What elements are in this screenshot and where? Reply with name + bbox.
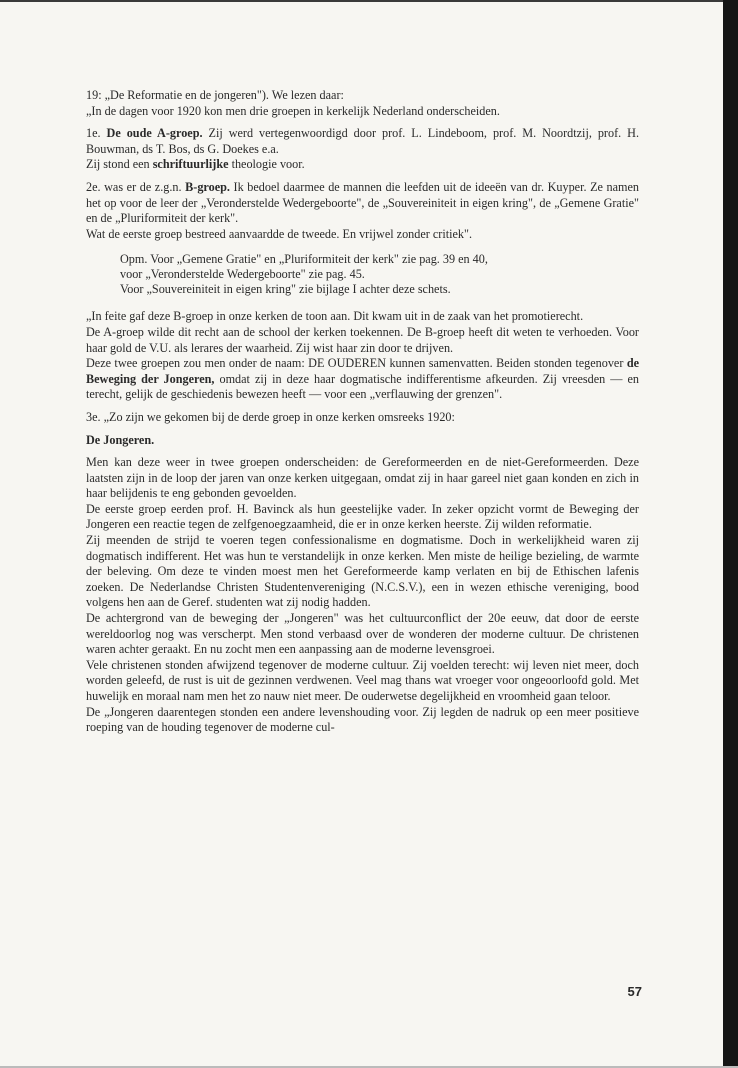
page-number: 57 (627, 984, 642, 999)
emphasis-schriftuurlijke: schriftuurlijke (152, 157, 229, 172)
paragraph-bavinck: De eerste groep eerden prof. H. Bavinck als hun geestelijke vader. In zeker opzicht vormt de Beweging der Jongeren een reactie tegen de zelfgenoegzaamheid, die er in onze kerken heerste. Zij wilden reformatie. (86, 501, 639, 532)
page-body (86, 88, 639, 736)
scan-edge-bar (723, 0, 738, 1068)
top-edge-rule (0, 0, 738, 2)
footnote-line-3: Voor „Souvereiniteit in eigen kring" zie bijlage I achter deze schets. (120, 282, 451, 297)
paragraph-promotierecht: „In feite gaf deze B-groep in onze kerken de toon aan. Dit kwam uit in de zaak van het promotierecht. (86, 309, 584, 324)
footnote-block (120, 252, 639, 297)
paragraph-levenshouding: De „Jongeren daarentegen stonden een andere levenshouding voor. Zij legden de nadruk op een meer positieve roeping van de houding tegenover de moderne cul- (86, 704, 639, 735)
footnote-line-1: Opm. Voor „Gemene Gratie" en „Pluriformiteit der kerk" zie pag. 39 en 40, (120, 252, 488, 267)
paragraph-intro: 19: „De Reformatie en de jongeren"). We lezen daar: (86, 88, 344, 102)
paragraph-confessionalisme: Zij meenden de strijd te voeren tegen confessionalisme en dogmatisme. Doch in werkelijkheid waren zij dogmatisch indifferent. Het was hun te verstandelijk in onze kerken. Men miste de heilige bezieling, de warmte der beleving. Om deze te vinden moest men het Gereformeerde kamp verlaten en bij de Ethischen lafenis zoeken. De Nederlandse Christen Studentenvereniging (N.C.S.V.), een in wezen ethische vereniging, bood volgens hen aan de Geref. studenten wat zij nodig hadden. (86, 533, 639, 610)
paragraph-a-group: 1e. De oude A-groep. Zij werd vertegenwoordigd door prof. L. Lindeboom, prof. M. Noordtzij, prof. H. Bouwman, ds T. Bos, ds G. Doekes e.a. (86, 126, 640, 156)
heading-jongeren: De Jongeren. (86, 432, 155, 447)
paragraph-moderne-cultuur: Vele christenen stonden afwijzend tegenover de moderne cultuur. Zij voelden terecht: wij leven niet meer, doch worden geleefd, de rust is uit de gezinnen verdwenen. Veel mag thans wat vroeger voor ongeoorloofd gold. Met huwelijk en moraal nam men het zo nauw niet meer. De ouderwetse degelijkheid en vroomheid gaan teloor. (86, 657, 639, 703)
footnote-line-2: voor „Veronderstelde Wedergeboorte" zie pag. 45. (120, 267, 365, 282)
paragraph-ouderen: Deze twee groepen zou men onder de naam: DE OUDEREN kunnen samenvatten. Beiden stonden tegenover de Beweging der Jongeren, omdat zij in deze haar dogmatische indifferentisme afkeurden. Zij vreesden — en terecht, gelijk de geschiedenis bewezen heeft — voor een „verflauwing der grenzen". (86, 356, 640, 402)
paragraph-cultuurconflict: De achtergrond van de beweging der „Jongeren" was het cultuurconflict der 20e eeuw, dat door de eerste wereldoorlog nog was verscherpt. Men stond verbaasd over de wonderen der moderne cultuur. De christenen waren achter geraakt. En nu zocht men een aanpassing aan de moderne levensgroei. (86, 611, 639, 657)
paragraph-third-group: 3e. „Zo zijn we gekomen bij de derde groep in onze kerken omsreeks 1920: (86, 409, 455, 424)
paragraph-vu: De A-groep wilde dit recht aan de school der kerken toekennen. De B-groep heeft dit weten te verhoeden. Voor haar gold de V.U. als lerares der waarheid. Zij wist haar zin door te drijven. (86, 324, 639, 355)
paragraph-two-subgroups: Men kan deze weer in twee groepen onderscheiden: de Gereformeerden en de niet-Gereformeerden. Deze laatsten zijn in de loop der jaren van onze kerken uitgegaan, omdat zij in haar gareel niet gaan konden en zich in haar belijdenis te eng gebonden gevoelden. (86, 455, 639, 501)
paragraph-b-group: 2e. was er de z.g.n. B-groep. Ik bedoel daarmee de mannen die leefden uit de ideeën van dr. Kuyper. Ze namen het op voor de leer der „Veronderstelde Wedergeboorte", de „Souvereiniteit in eigen kring", de „Gemene Gratie" en de „Pluriformiteit der kerk". (86, 179, 640, 226)
paragraph-a-group-theology: Zij stond een schriftuurlijke theologie voor. (86, 157, 305, 172)
emphasis-beweging-jongeren: de Beweging der Jongeren, (86, 356, 640, 386)
paragraph-three-groups: „In de dagen voor 1920 kon men drie groepen in kerkelijk Nederland onderscheiden. (86, 103, 500, 118)
heading-a-group: De oude A-groep. (106, 126, 203, 141)
heading-b-group: B-groep. (185, 179, 230, 194)
paragraph-critique: Wat de eerste groep bestreed aanvaardde de tweede. En vrijwel zonder critiek". (86, 226, 473, 241)
